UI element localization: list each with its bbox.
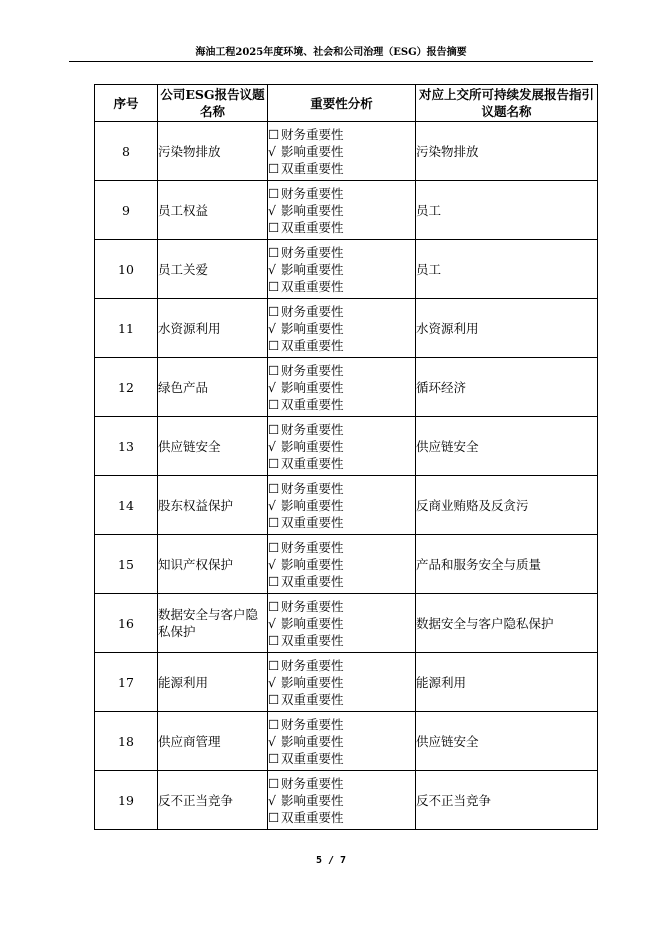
materiality-option-label: 影响重要性 <box>281 379 344 395</box>
row-number: 9 <box>95 181 158 240</box>
guideline-topic: 循环经济 <box>416 358 598 417</box>
guideline-topic: 供应链安全 <box>416 417 598 476</box>
checkbox-empty-icon: ☐ <box>268 809 280 825</box>
guideline-topic: 数据安全与客户隐私保护 <box>416 594 598 653</box>
checkbox-empty-icon: ☐ <box>268 396 280 412</box>
guideline-topic: 水资源利用 <box>416 299 598 358</box>
materiality-option <box>268 750 415 767</box>
checkbox-empty-icon: ☐ <box>268 455 280 471</box>
row-number: 13 <box>95 417 158 476</box>
materiality-option <box>268 379 415 396</box>
materiality-option <box>268 362 415 379</box>
esg-topics-table <box>94 84 598 830</box>
materiality-option-label: 影响重要性 <box>281 261 344 277</box>
guideline-topic: 污染物排放 <box>416 122 598 181</box>
checkmark-icon: √ <box>268 320 276 336</box>
checkmark-icon: √ <box>268 261 276 277</box>
checkbox-empty-icon: ☐ <box>268 657 280 673</box>
materiality-option-label: 财务重要性 <box>281 244 344 260</box>
checkbox-empty-icon: ☐ <box>268 750 280 766</box>
checkmark-icon: √ <box>268 379 276 395</box>
checkmark-icon: √ <box>268 615 276 631</box>
materiality-option <box>268 261 415 278</box>
table-row <box>95 122 598 181</box>
topic-name: 员工权益 <box>158 181 268 240</box>
table-row <box>95 771 598 830</box>
materiality-option <box>268 657 415 674</box>
materiality-option-label: 财务重要性 <box>281 598 344 614</box>
guideline-topic: 反不正当竞争 <box>416 771 598 830</box>
materiality-option <box>268 632 415 649</box>
checkbox-empty-icon: ☐ <box>268 337 280 353</box>
materiality-option-label: 影响重要性 <box>281 143 344 159</box>
materiality-option <box>268 244 415 261</box>
materiality-analysis <box>268 240 416 299</box>
materiality-option <box>268 303 415 320</box>
materiality-option-label: 双重重要性 <box>281 573 344 589</box>
row-number: 12 <box>95 358 158 417</box>
materiality-option <box>268 792 415 809</box>
materiality-option <box>268 573 415 590</box>
materiality-option-label: 影响重要性 <box>281 438 344 454</box>
column-header-analysis: 重要性分析 <box>268 85 416 122</box>
topic-name: 股东权益保护 <box>158 476 268 535</box>
materiality-option-label: 双重重要性 <box>281 514 344 530</box>
topic-name: 反不正当竞争 <box>158 771 268 830</box>
row-number: 17 <box>95 653 158 712</box>
materiality-option <box>268 438 415 455</box>
table-body <box>95 122 598 830</box>
checkbox-empty-icon: ☐ <box>268 126 280 142</box>
materiality-analysis <box>268 712 416 771</box>
materiality-option-label: 财务重要性 <box>281 539 344 555</box>
materiality-option <box>268 396 415 413</box>
checkbox-empty-icon: ☐ <box>268 421 280 437</box>
checkbox-empty-icon: ☐ <box>268 219 280 235</box>
materiality-option-label: 财务重要性 <box>281 185 344 201</box>
checkbox-empty-icon: ☐ <box>268 598 280 614</box>
guideline-topic: 能源利用 <box>416 653 598 712</box>
materiality-option-label: 影响重要性 <box>281 615 344 631</box>
checkmark-icon: √ <box>268 202 276 218</box>
topic-name: 绿色产品 <box>158 358 268 417</box>
materiality-option <box>268 497 415 514</box>
checkmark-icon: √ <box>268 497 276 513</box>
header-rule <box>69 61 593 62</box>
checkbox-empty-icon: ☐ <box>268 160 280 176</box>
table-row <box>95 358 598 417</box>
materiality-option <box>268 809 415 826</box>
materiality-analysis <box>268 122 416 181</box>
row-number: 19 <box>95 771 158 830</box>
materiality-option-label: 财务重要性 <box>281 126 344 142</box>
table-row <box>95 181 598 240</box>
row-number: 18 <box>95 712 158 771</box>
materiality-option <box>268 202 415 219</box>
materiality-option-label: 双重重要性 <box>281 632 344 648</box>
materiality-option-label: 双重重要性 <box>281 750 344 766</box>
materiality-analysis <box>268 535 416 594</box>
checkmark-icon: √ <box>268 438 276 454</box>
materiality-option <box>268 598 415 615</box>
materiality-option-label: 双重重要性 <box>281 278 344 294</box>
materiality-option <box>268 219 415 236</box>
materiality-option <box>268 556 415 573</box>
materiality-option-label: 双重重要性 <box>281 337 344 353</box>
checkbox-empty-icon: ☐ <box>268 480 280 496</box>
materiality-option <box>268 278 415 295</box>
topic-name: 供应商管理 <box>158 712 268 771</box>
page-number: 5 / 7 <box>315 855 347 866</box>
materiality-option-label: 财务重要性 <box>281 303 344 319</box>
checkbox-empty-icon: ☐ <box>268 514 280 530</box>
table-row <box>95 417 598 476</box>
materiality-option-label: 双重重要性 <box>281 219 344 235</box>
checkmark-icon: √ <box>268 674 276 690</box>
materiality-option-label: 双重重要性 <box>281 809 344 825</box>
checkbox-empty-icon: ☐ <box>268 185 280 201</box>
materiality-option-label: 双重重要性 <box>281 160 344 176</box>
topic-name: 污染物排放 <box>158 122 268 181</box>
materiality-option <box>268 716 415 733</box>
topic-name: 供应链安全 <box>158 417 268 476</box>
checkmark-icon: √ <box>268 556 276 572</box>
materiality-analysis <box>268 653 416 712</box>
materiality-option <box>268 126 415 143</box>
materiality-option-label: 影响重要性 <box>281 202 344 218</box>
guideline-topic: 产品和服务安全与质量 <box>416 535 598 594</box>
checkbox-empty-icon: ☐ <box>268 539 280 555</box>
materiality-option <box>268 455 415 472</box>
checkmark-icon: √ <box>268 792 276 808</box>
materiality-analysis <box>268 476 416 535</box>
topic-name: 能源利用 <box>158 653 268 712</box>
checkbox-empty-icon: ☐ <box>268 716 280 732</box>
materiality-analysis <box>268 417 416 476</box>
materiality-analysis <box>268 181 416 240</box>
materiality-analysis <box>268 299 416 358</box>
column-header-guideline: 对应上交所可持续发展报告指引议题名称 <box>416 85 598 122</box>
materiality-option-label: 财务重要性 <box>281 657 344 673</box>
materiality-option-label: 影响重要性 <box>281 497 344 513</box>
materiality-option-label: 财务重要性 <box>281 716 344 732</box>
topic-name: 数据安全与客户隐私保护 <box>158 594 268 653</box>
materiality-option <box>268 143 415 160</box>
column-header-topic: 公司ESG报告议题名称 <box>158 85 268 122</box>
topic-name: 知识产权保护 <box>158 535 268 594</box>
topic-name: 员工关爱 <box>158 240 268 299</box>
materiality-option-label: 财务重要性 <box>281 421 344 437</box>
materiality-option <box>268 185 415 202</box>
materiality-option <box>268 320 415 337</box>
materiality-option <box>268 514 415 531</box>
row-number: 8 <box>95 122 158 181</box>
materiality-option-label: 双重重要性 <box>281 396 344 412</box>
materiality-option-label: 影响重要性 <box>281 320 344 336</box>
guideline-topic: 反商业贿赂及反贪污 <box>416 476 598 535</box>
materiality-option <box>268 421 415 438</box>
checkmark-icon: √ <box>268 733 276 749</box>
checkbox-empty-icon: ☐ <box>268 303 280 319</box>
materiality-option-label: 影响重要性 <box>281 556 344 572</box>
materiality-option <box>268 539 415 556</box>
materiality-option <box>268 615 415 632</box>
materiality-option-label: 双重重要性 <box>281 455 344 471</box>
table-header-row <box>95 85 598 122</box>
checkbox-empty-icon: ☐ <box>268 278 280 294</box>
checkbox-empty-icon: ☐ <box>268 573 280 589</box>
materiality-option <box>268 775 415 792</box>
materiality-option-label: 影响重要性 <box>281 792 344 808</box>
materiality-option-label: 影响重要性 <box>281 674 344 690</box>
column-header-no: 序号 <box>95 85 158 122</box>
checkbox-empty-icon: ☐ <box>268 775 280 791</box>
materiality-option-label: 影响重要性 <box>281 733 344 749</box>
checkbox-empty-icon: ☐ <box>268 691 280 707</box>
topic-name: 水资源利用 <box>158 299 268 358</box>
row-number: 16 <box>95 594 158 653</box>
guideline-topic: 员工 <box>416 181 598 240</box>
row-number: 11 <box>95 299 158 358</box>
table-row <box>95 653 598 712</box>
materiality-option <box>268 691 415 708</box>
guideline-topic: 员工 <box>416 240 598 299</box>
materiality-option-label: 财务重要性 <box>281 775 344 791</box>
materiality-option-label: 财务重要性 <box>281 480 344 496</box>
checkmark-icon: √ <box>268 143 276 159</box>
materiality-option-label: 双重重要性 <box>281 691 344 707</box>
row-number: 15 <box>95 535 158 594</box>
checkbox-empty-icon: ☐ <box>268 244 280 260</box>
materiality-option <box>268 337 415 354</box>
table-row <box>95 712 598 771</box>
table-row <box>95 240 598 299</box>
row-number: 10 <box>95 240 158 299</box>
table-row <box>95 299 598 358</box>
row-number: 14 <box>95 476 158 535</box>
materiality-analysis <box>268 594 416 653</box>
guideline-topic: 供应链安全 <box>416 712 598 771</box>
table-row <box>95 476 598 535</box>
materiality-option <box>268 480 415 497</box>
materiality-analysis <box>268 771 416 830</box>
materiality-option <box>268 160 415 177</box>
table-row <box>95 535 598 594</box>
materiality-option <box>268 733 415 750</box>
materiality-option <box>268 674 415 691</box>
table-row <box>95 594 598 653</box>
materiality-analysis <box>268 358 416 417</box>
checkbox-empty-icon: ☐ <box>268 362 280 378</box>
checkbox-empty-icon: ☐ <box>268 632 280 648</box>
page-header: 海油工程2025年度环境、社会和公司治理（ESG）报告摘要 <box>195 47 467 58</box>
materiality-option-label: 财务重要性 <box>281 362 344 378</box>
